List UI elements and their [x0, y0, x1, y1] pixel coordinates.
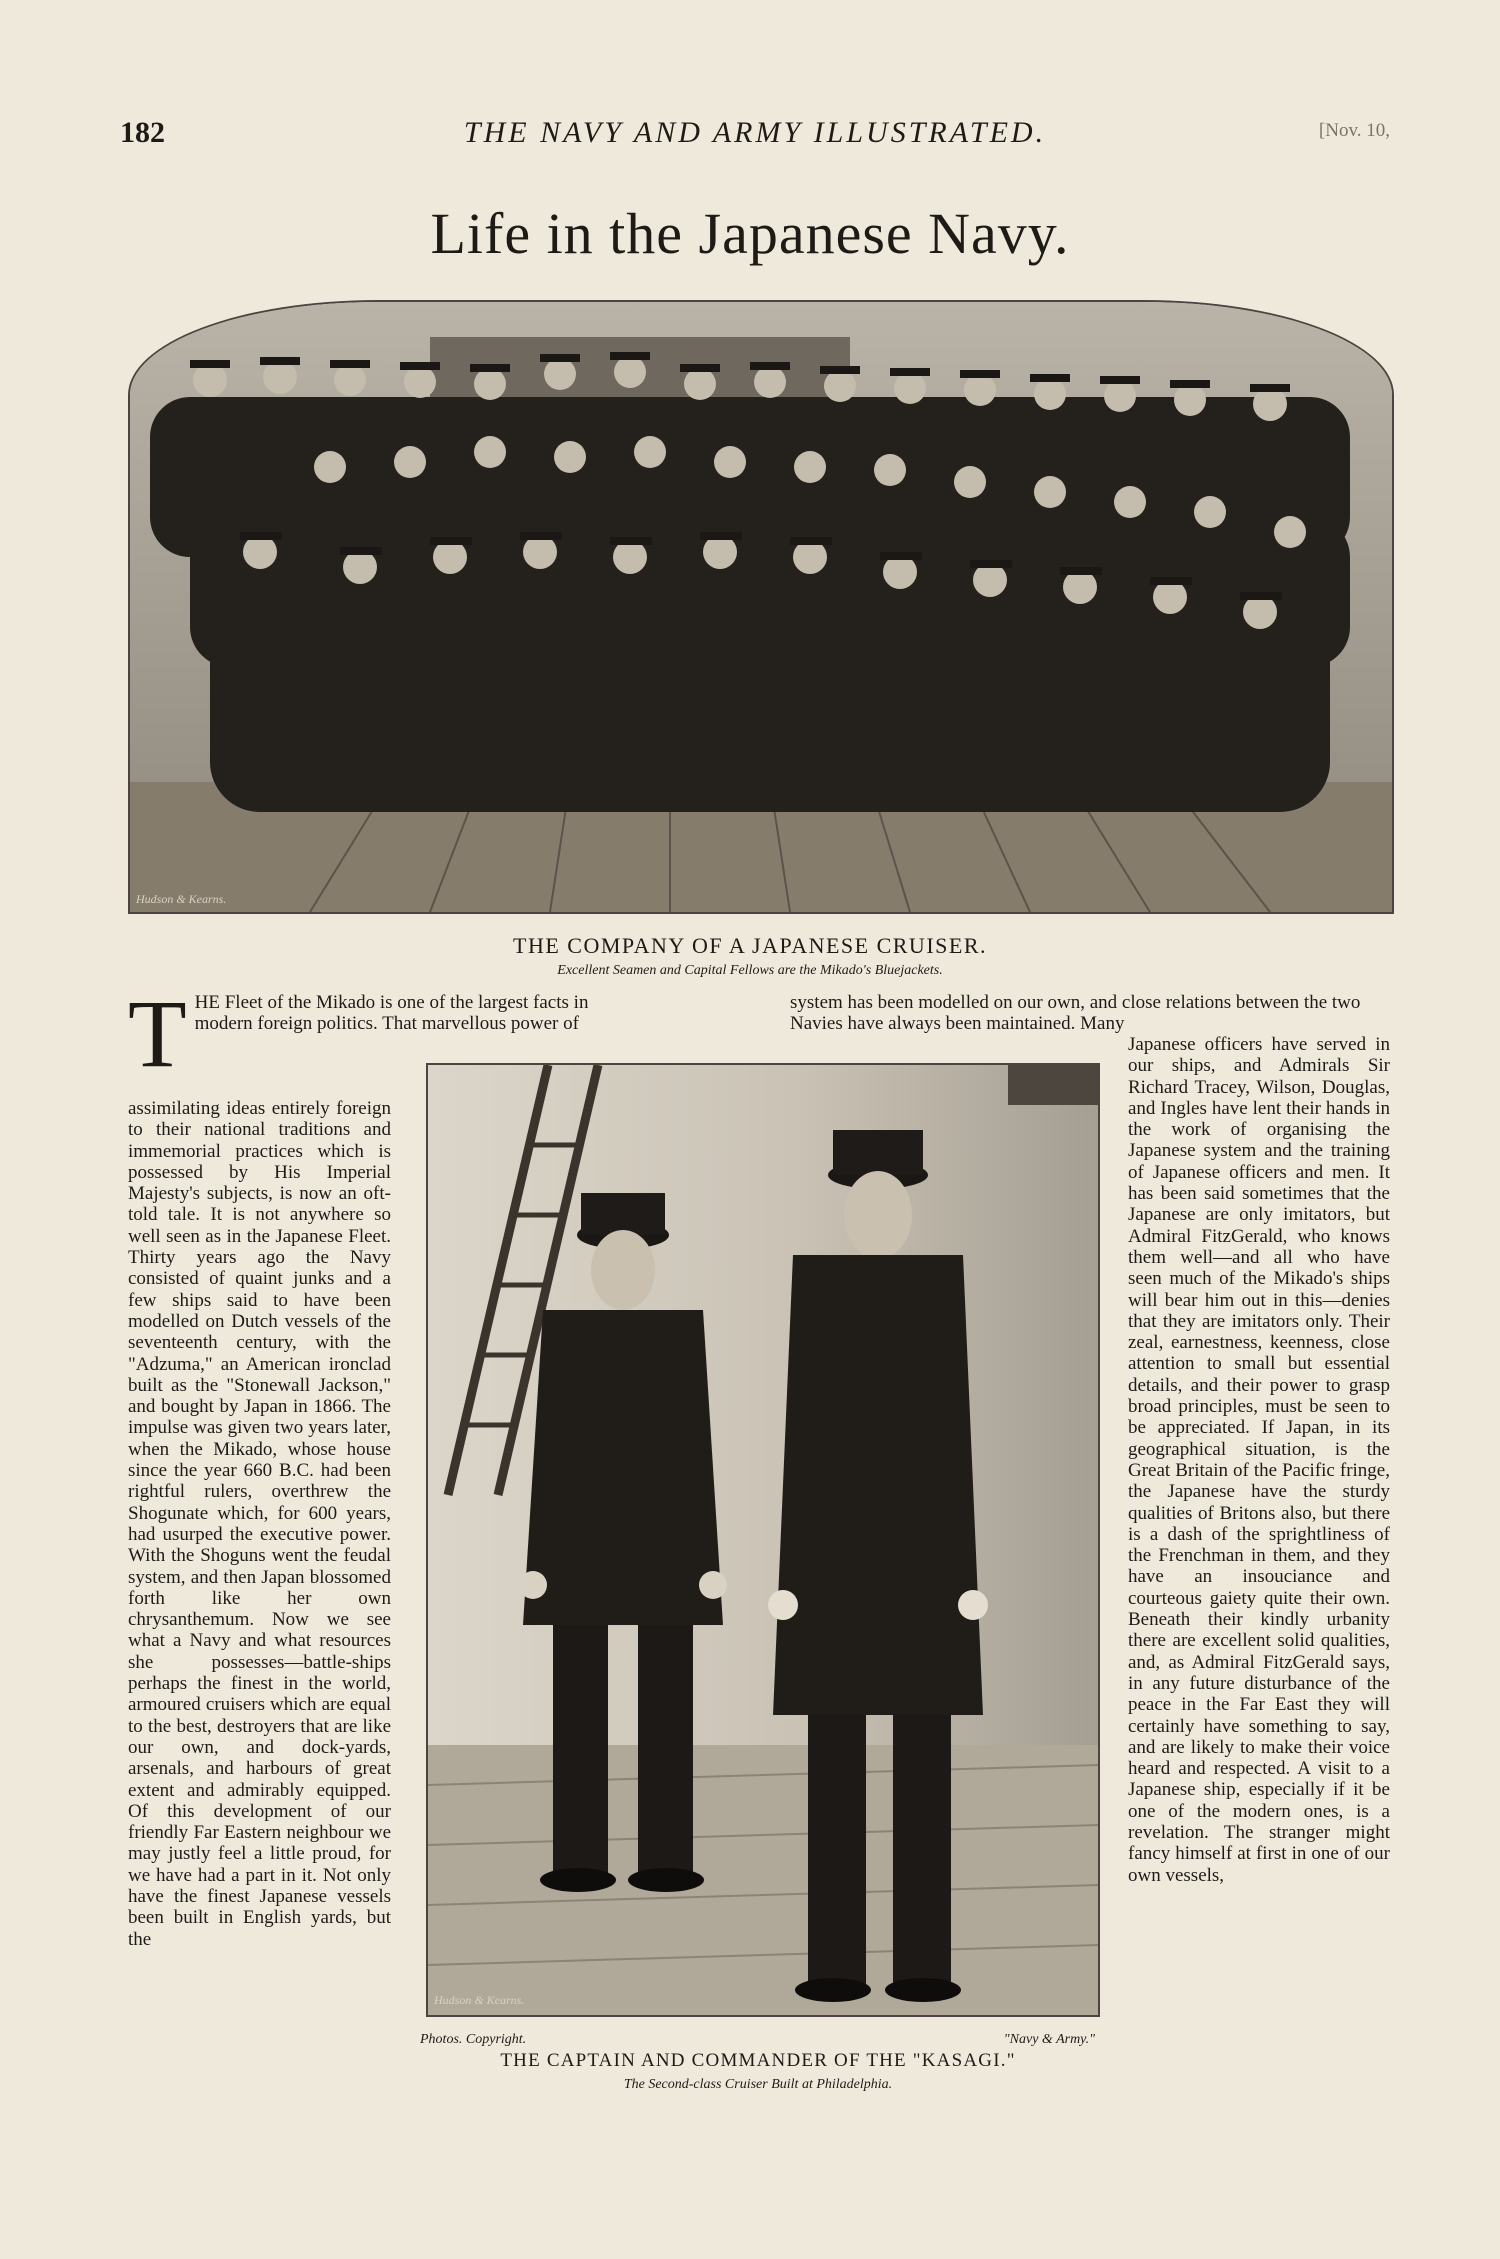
intro-line-1: HE Fleet of the Mikado is one of the largest facts in — [194, 992, 589, 1013]
issue-date: [Nov. 10, — [1318, 120, 1390, 141]
running-head — [120, 116, 1390, 156]
officers-photo-subcaption: The Second-class Cruiser Built at Philadelphia. — [623, 2077, 893, 2092]
crew-photo-graphic — [130, 302, 1392, 912]
crew-photo-mark: Hudson & Kearns. — [136, 892, 227, 906]
drop-cap: T — [128, 980, 187, 1087]
article-left-column: assimilating ideas entirely foreign to their national traditions and immemorial practices which is possessed by His Imperial Majesty's subjects, is now an oft-told tale. It is not anywhere so well seen as in the Japanese Fleet. Thirty years ago the Navy consisted of quaint junks and a few ships said to have been modelled on Dutch vessels of the seventeenth century, with the "Adzuma," an American ironclad built as the "Stonewall Jackson," and bought by Japan in 1866. The impulse was given two years later, when the Mikado, whose house since the year 660 B.C. had been rightful rulers, overthrew the Shogunate which, for 600 years, had usurped the executive power. With the Shoguns went the feudal system, and then Japan blossomed forth like her own chrysanthemum. Now we see what a Navy and what resources she possesses—battle-ships perhaps the finest in the world, armoured cruisers which are equal to the best, destroyers that are like our own, and dock-yards, arsenals, and harbours of great extent and admirably equipped. Of this development of our friendly Far Eastern neighbour we may justly feel a little proud, for we have had a part in it. Not only have the finest Japanese vessels been built in English yards, but the — [128, 1098, 391, 1950]
intro-line-2: modern foreign politics. That marvellous power of — [194, 1013, 579, 1035]
officers-photo-credit-right: "Navy & Army." — [1003, 2032, 1095, 2047]
page-number: 182 — [120, 116, 165, 149]
article-title: Life in the Japanese Navy. — [430, 201, 1070, 266]
magazine-title: THE NAVY AND ARMY ILLUSTRATED. — [463, 116, 1047, 149]
officers-photo — [426, 1063, 1100, 2017]
officers-photo-graphic — [428, 1065, 1098, 2015]
officers-photo-caption: THE CAPTAIN AND COMMANDER OF THE "KASAGI." — [500, 2050, 1016, 2071]
crew-photo-subcaption: Excellent Seamen and Capital Fellows are the Mikado's Bluejackets. — [557, 963, 943, 978]
article-right-column: Japanese officers have served in our ships, and Admirals Sir Richard Tracey, Wilson, Douglas, and Ingles have lent their hands in the work of organising the Japanese system and the training of Japanese officers and men. It has been said sometimes that the Japanese are only imitators, but Admiral FitzGerald, who knows them well—and all who have seen much of the Mikado's ships will bear him out in this—denies that they are imitators only. Their zeal, earnestness, keenness, close attention to small but essential details, and their power to grasp broad principles, must be seen to be appreciated. If Japan, in its geographical situation, is the Great Britain of the Pacific fringe, the Japanese have the sturdy qualities of Britons also, but there is a dash of the sprightliness of the Frenchman in them, and they have an insouciance and courteous gaiety quite their own. Beneath their kindly urbanity there are excellent solid qualities, and, as Admiral FitzGerald says, in any future disturbance of the peace in the Far East they will certainly have something to say, and are likely to make their voice heard and respected. A visit to a Japanese ship, especially if it be one of the modern ones, is a revelation. The stranger might fancy himself at first in one of our own vessels, — [1128, 1034, 1390, 1886]
officers-photo-mark: Hudson & Kearns. — [434, 1993, 525, 2007]
crew-photo-caption: THE COMPANY OF A JAPANESE CRUISER. — [513, 933, 987, 958]
officers-photo-credit-left: Photos. Copyright. — [420, 2032, 527, 2047]
article-right-top: system has been modelled on our own, and close relations between the two Navies have always been maintained. Many — [790, 992, 1361, 1035]
crew-photo — [128, 300, 1394, 914]
